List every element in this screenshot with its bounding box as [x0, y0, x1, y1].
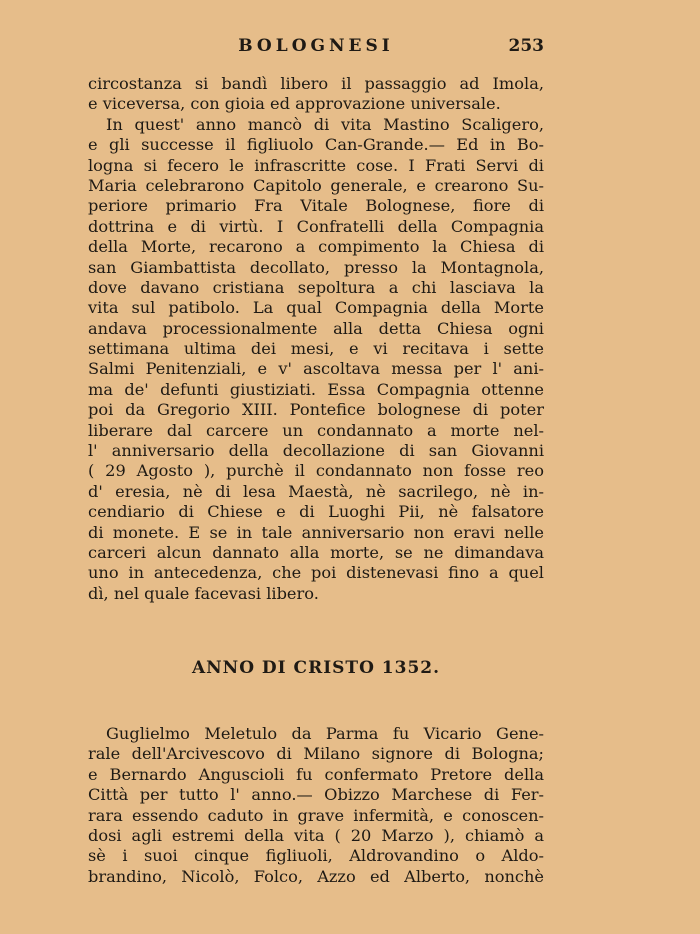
text-line: e viceversa, con gioia ed approvazione universale.: [88, 94, 501, 114]
text-line: e gli successe il figliuolo Can-Grande.— Ed in Bo-: [88, 135, 544, 155]
page-number: 253: [508, 36, 544, 56]
text-line: vita sul patibolo. La qual Compagnia della Morte: [88, 298, 544, 318]
text-line: Città per tutto l' anno.— Obizzo Marchese di Fer-: [88, 785, 544, 805]
text-line: circostanza si bandì libero il passaggio ad Imola,: [88, 74, 544, 93]
text-line: In quest' anno mancò di vita Mastino Scaligero,: [106, 114, 544, 134]
text-line: Guglielmo Meletulo da Parma fu Vicario Gene-: [106, 724, 544, 743]
text-line: dottrina e di virtù. I Confratelli della Compagnia: [88, 216, 544, 236]
running-head: [88, 36, 544, 60]
text-line: dove davano cristiana sepoltura a chi lasciava la: [88, 277, 544, 297]
text-line: andava processionalmente alla detta Chiesa ogni: [88, 318, 544, 338]
text-line: uno in antecedenza, che poi distenevasi fino a quel: [88, 563, 544, 583]
text-line: della Morte, recarono a compimento la Chiesa di: [88, 237, 544, 257]
text-line: di monete. E se in tale anniversario non eravi nelle: [88, 522, 544, 542]
text-line: brandino, Nicolò, Folco, Azzo ed Alberto, nonchè: [88, 866, 544, 886]
paragraph-block-1: [88, 74, 544, 604]
text-line: e Bernardo Anguscioli fu confermato Pretore della: [88, 764, 544, 784]
text-line: d' eresia, nè di lesa Maestà, nè sacrilego, nè in-: [88, 481, 544, 501]
text-line: Salmi Penitenziali, e v' ascoltava messa per l' ani-: [88, 359, 544, 379]
text-line: cendiario di Chiese e di Luoghi Pii, nè falsatore: [88, 502, 544, 522]
text-line: dosi agli estremi della vita ( 20 Marzo ), chiamò a: [88, 825, 544, 845]
text-line: rara essendo caduto in grave infermità, e conoscen-: [88, 805, 544, 825]
text-line: ma de' defunti giustiziati. Essa Compagnia ottenne: [88, 379, 544, 399]
text-line: rale dell'Arcivescovo di Milano signore di Bologna;: [88, 744, 544, 764]
text-line: ( 29 Agosto ), purchè il condannato non fosse reo: [88, 461, 544, 481]
text-line: l' anniversario della decollazione di san Giovanni: [88, 441, 544, 461]
text-line: Maria celebrarono Capitolo generale, e crearono Su-: [88, 175, 544, 195]
text-line: poi da Gregorio XIII. Pontefice bolognese di poter: [88, 400, 544, 420]
text-line: liberare dal carcere un condannato a morte nel-: [88, 420, 544, 440]
running-title: BOLOGNESI: [238, 36, 394, 56]
text-line: logna si fecero le infrascritte cose. I Frati Servi di: [88, 155, 544, 175]
text-line: dì, nel quale facevasi libero.: [88, 583, 319, 603]
text-line: san Giambattista decollato, presso la Montagnola,: [88, 257, 544, 277]
text-line: settimana ultima dei mesi, e vi recitava i sette: [88, 339, 544, 359]
text-line: periore primario Fra Vitale Bolognese, fiore di: [88, 196, 544, 216]
text-line: carceri alcun dannato alla morte, se ne dimandava: [88, 542, 544, 562]
section-heading: ANNO DI CRISTO 1352.: [191, 658, 441, 678]
text-line: sè i suoi cinque figliuoli, Aldrovandino o Aldo-: [88, 846, 544, 866]
paragraph-block-2: [88, 724, 544, 887]
